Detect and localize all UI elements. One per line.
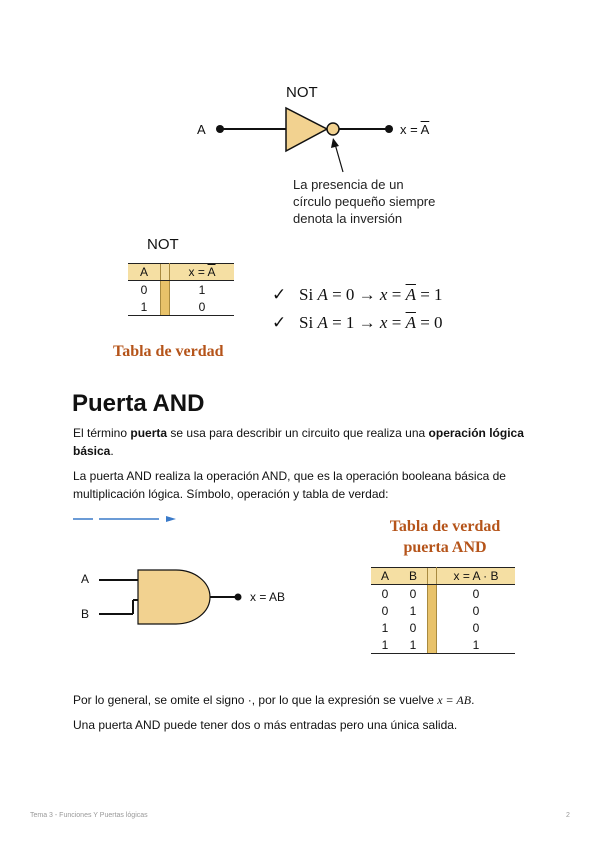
p3-dot: · [247,693,252,707]
table-separator [428,602,437,619]
not-output-label-prefix: x = [400,122,421,137]
p1-text-e: . [110,444,114,458]
check-icon: ✓ [272,313,287,332]
table-cell: 0 [381,603,389,618]
p3-text-c: , por lo que la expresión se vuelve [251,693,438,707]
p1-bold-puerta: puerta [130,426,168,440]
table-cell: 1 [381,620,389,635]
not-equation-1 [272,285,443,305]
eq-arrow: → [358,313,376,332]
table-cell: 0 [409,620,417,635]
eq-in: = 0 [332,285,355,304]
table-cell: 1 [399,636,428,654]
table-cell: 0 [409,586,417,601]
not-output-dot [385,125,393,133]
table-row [371,636,515,654]
and-output-label: x = AB [250,590,286,604]
table-header-cell [170,264,235,281]
eq-arrow: → [358,285,376,304]
eq-bar-var: $\overline{A}$ [405,285,416,304]
eq-in: = 1 [332,313,355,332]
table-cell: 1 [371,636,399,654]
eq-bar-var: $\overline{A}$ [405,313,416,332]
eq-out: = 0 [420,313,443,332]
eq-si: Si [299,285,314,304]
not-gate-triangle [286,108,327,151]
and-caption-line: puerta AND [403,539,487,556]
not-output-label-var: $\overline{A}$ [420,122,430,137]
paragraph-3 [73,691,533,709]
table-separator [428,568,437,585]
not-input-dot [216,125,224,133]
table-cell: 0 [472,620,480,635]
footer-page-number: 2 [566,812,570,819]
table-cell: 0 [170,298,235,316]
and-input-b-label: B [81,607,90,621]
table-cell: 0 [381,586,389,601]
header-prefix: x = [188,265,208,279]
table-header-row [128,264,234,281]
p1-text-a: El término [73,426,131,440]
header-var: $\overline{A}$ [207,265,216,279]
not-table-caption: Tabla de verdad [113,343,224,360]
table-header-cell: A [371,568,399,585]
table-separator [161,281,170,299]
not-gate-title: NOT [286,84,318,101]
and-output-dot [235,594,242,601]
eq-sign: = [391,285,402,304]
not-equation-2 [272,313,443,333]
table-separator [428,636,437,654]
table-separator [161,264,170,281]
section-heading: Puerta AND [72,390,205,417]
table-cell: 1 [198,282,206,297]
paragraph-2: La puerta AND realiza la operación AND, que es la operación booleana básica de multiplicación lógica. Símbolo, operación y tabla de verdad: [73,469,506,501]
p1-text-c: se usa para describir un circuito que realiza una [167,426,429,440]
eq-sign: = [391,313,402,332]
not-note-line: La presencia de un [293,177,404,192]
eq-x: x [379,285,388,304]
table-cell: 1 [437,636,516,654]
eq-x: x [379,313,388,332]
and-table-caption [370,516,520,558]
p3-expression: x = AB [437,693,472,707]
table-header-cell: B [399,568,428,585]
not-inversion-bubble [327,123,339,135]
not-note [293,176,435,227]
p3-text-a: Por lo general, se omite el signo [73,693,248,707]
p3-text-e: . [471,693,475,707]
p1-bold-operacion: operación lógica básica [73,426,524,458]
table-header-cell: x = A · B [437,568,516,585]
footer-title: Tema 3 - Funciones Y Puertas lógicas [30,812,148,819]
not-input-label: A [197,122,206,137]
table-cell: 1 [409,603,417,618]
not-table-title: NOT [147,236,179,253]
check-icon: ✓ [272,285,287,304]
paragraph-1 [73,424,533,460]
decorative-arrow-tip [166,516,176,522]
table-row [371,585,515,603]
table-cell: 0 [140,282,148,297]
table-separator [161,298,170,316]
not-note-line: denota la inversión [293,211,403,226]
table-cell: 0 [472,586,480,601]
and-caption-line: Tabla de verdad [389,518,501,535]
table-row [128,281,234,299]
eq-si: Si [299,313,314,332]
not-truth-table [128,263,234,316]
eq-out: = 1 [420,285,443,304]
not-note-arrowhead [331,138,339,148]
table-row [128,298,234,316]
and-truth-table [371,567,515,654]
not-note-arrow [335,144,343,172]
table-separator [428,585,437,603]
table-header-cell: A [128,264,161,281]
table-cell: 1 [128,298,161,316]
table-cell: 0 [472,603,480,618]
table-row [371,602,515,619]
and-input-a-label: A [81,572,90,586]
not-output-label [400,122,429,137]
not-note-line: círculo pequeño siempre [293,194,436,209]
table-row [371,619,515,636]
table-separator [428,619,437,636]
table-header-row [371,568,515,585]
and-gate-body [138,570,210,624]
eq-var: A [317,285,328,304]
eq-var: A [317,313,328,332]
paragraph-4: Una puerta AND puede tener dos o más entradas pero una única salida. [73,718,458,732]
